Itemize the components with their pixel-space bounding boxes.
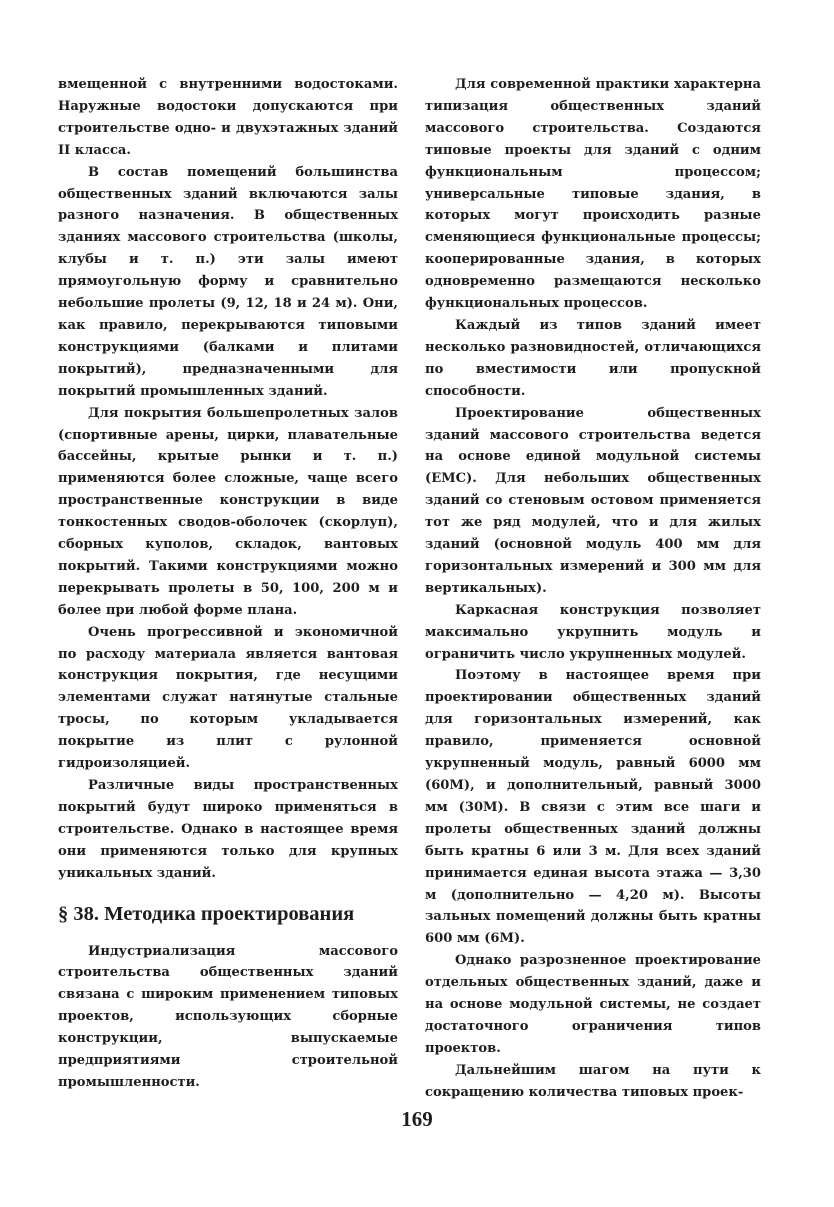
paragraph: Очень прогрессивной и экономичной по расходу материала является вантовая конструкция покрытия, где несущими элементами служат натянутые стальные тросы, по которым укладывается покрытие из плит с рулонной гидроизоляцией. <box>58 624 398 772</box>
paragraph: Дальнейшим шагом на пути к сокращению количества типовых проек- <box>425 1062 761 1100</box>
paragraph: Для современной практики характерна типизация общественных зданий массового строительства. Создаются типовые проекты для зданий с одним функциональным процессом; универсальные типовые здания, в которых могут происходить разные сменяющиеся функциональные процессы; кооперированные здания, в которых одновременно размещаются несколько функциональных процессов. <box>425 77 761 312</box>
paragraph: Каркасная конструкция позволяет максимально укрупнить модуль и ограничить число укрупненных модулей. <box>425 602 761 662</box>
section-heading: § 38. Методика проектирования <box>58 902 355 925</box>
right-column <box>425 74 761 1104</box>
paragraph: Для покрытия большепролетных залов (спортивные арены, цирки, плавательные бассейны, крытые рынки и т. п.) применяются более сложные, чаще всего пространственные конструкции в виде тонкостенных сводов-оболочек (скорлуп), сборных куполов, складок, вантовых покрытий. Такими конструкциями можно перекрывать пролеты в 50, 100, 200 м и более при любой форме плана. <box>58 405 398 618</box>
page-number: 169 <box>401 1107 433 1131</box>
paragraph: Каждый из типов зданий имеет несколько разновидностей, отличающихся по вместимости или пропускной способности. <box>425 317 761 399</box>
paragraph: В состав помещений большинства общественных зданий включаются залы разного назначения. В общественных зданиях массового строительства (школы, клубы и т. п.) эти залы имеют прямоугольную форму и сравнительно небольшие пролеты (9, 12, 18 и 24 м). Они, как правило, перекрываются типовыми конструкциями (балками и плитами покрытий), предназначенными для покрытий промышленных зданий. <box>58 164 398 399</box>
left-column <box>58 74 398 1094</box>
paragraph: Поэтому в настоящее время при проектировании общественных зданий для горизонтальных измерений, как правило, применяется основной укрупненный модуль, равный 6000 мм (60М), и дополнительный, равный 3000 мм (30М). В связи с этим все шаги и пролеты общественных зданий должны быть кратны 6 или 3 м. Для всех зданий принимается единая высота этажа — 3,30 м (дополнительно — 4,20 м). Высоты зальных помещений должны быть кратны 600 мм (6М). <box>425 668 761 947</box>
paragraph: Индустриализация массового строительства общественных зданий связана с широким применением типовых проектов, использующих сборные конструкции, выпускаемые предприятиями строительной промышленности. <box>58 943 398 1090</box>
paragraph: Проектирование общественных зданий массового строительства ведется на основе единой модульной системы (ЕМС). Для небольших общественных зданий со стеновым остовом применяется тот же ряд модулей, что и для жилых зданий (основной модуль 400 мм для горизонтальных измерений и 300 мм для вертикальных). <box>425 405 761 596</box>
paragraph: вмещенной с внутренними водостоками. Наружные водостоки допускаются при строительстве одно- и двухэтажных зданий II класса. <box>58 77 398 158</box>
paragraph: Однако разрозненное проектирование отдельных общественных зданий, даже и на основе модульной системы, не создает достаточного ограничения типов проектов. <box>425 953 761 1056</box>
paragraph: Различные виды пространственных покрытий будут широко применяться в строительстве. Однако в настоящее время они применяются только для крупных уникальных зданий. <box>58 778 398 881</box>
